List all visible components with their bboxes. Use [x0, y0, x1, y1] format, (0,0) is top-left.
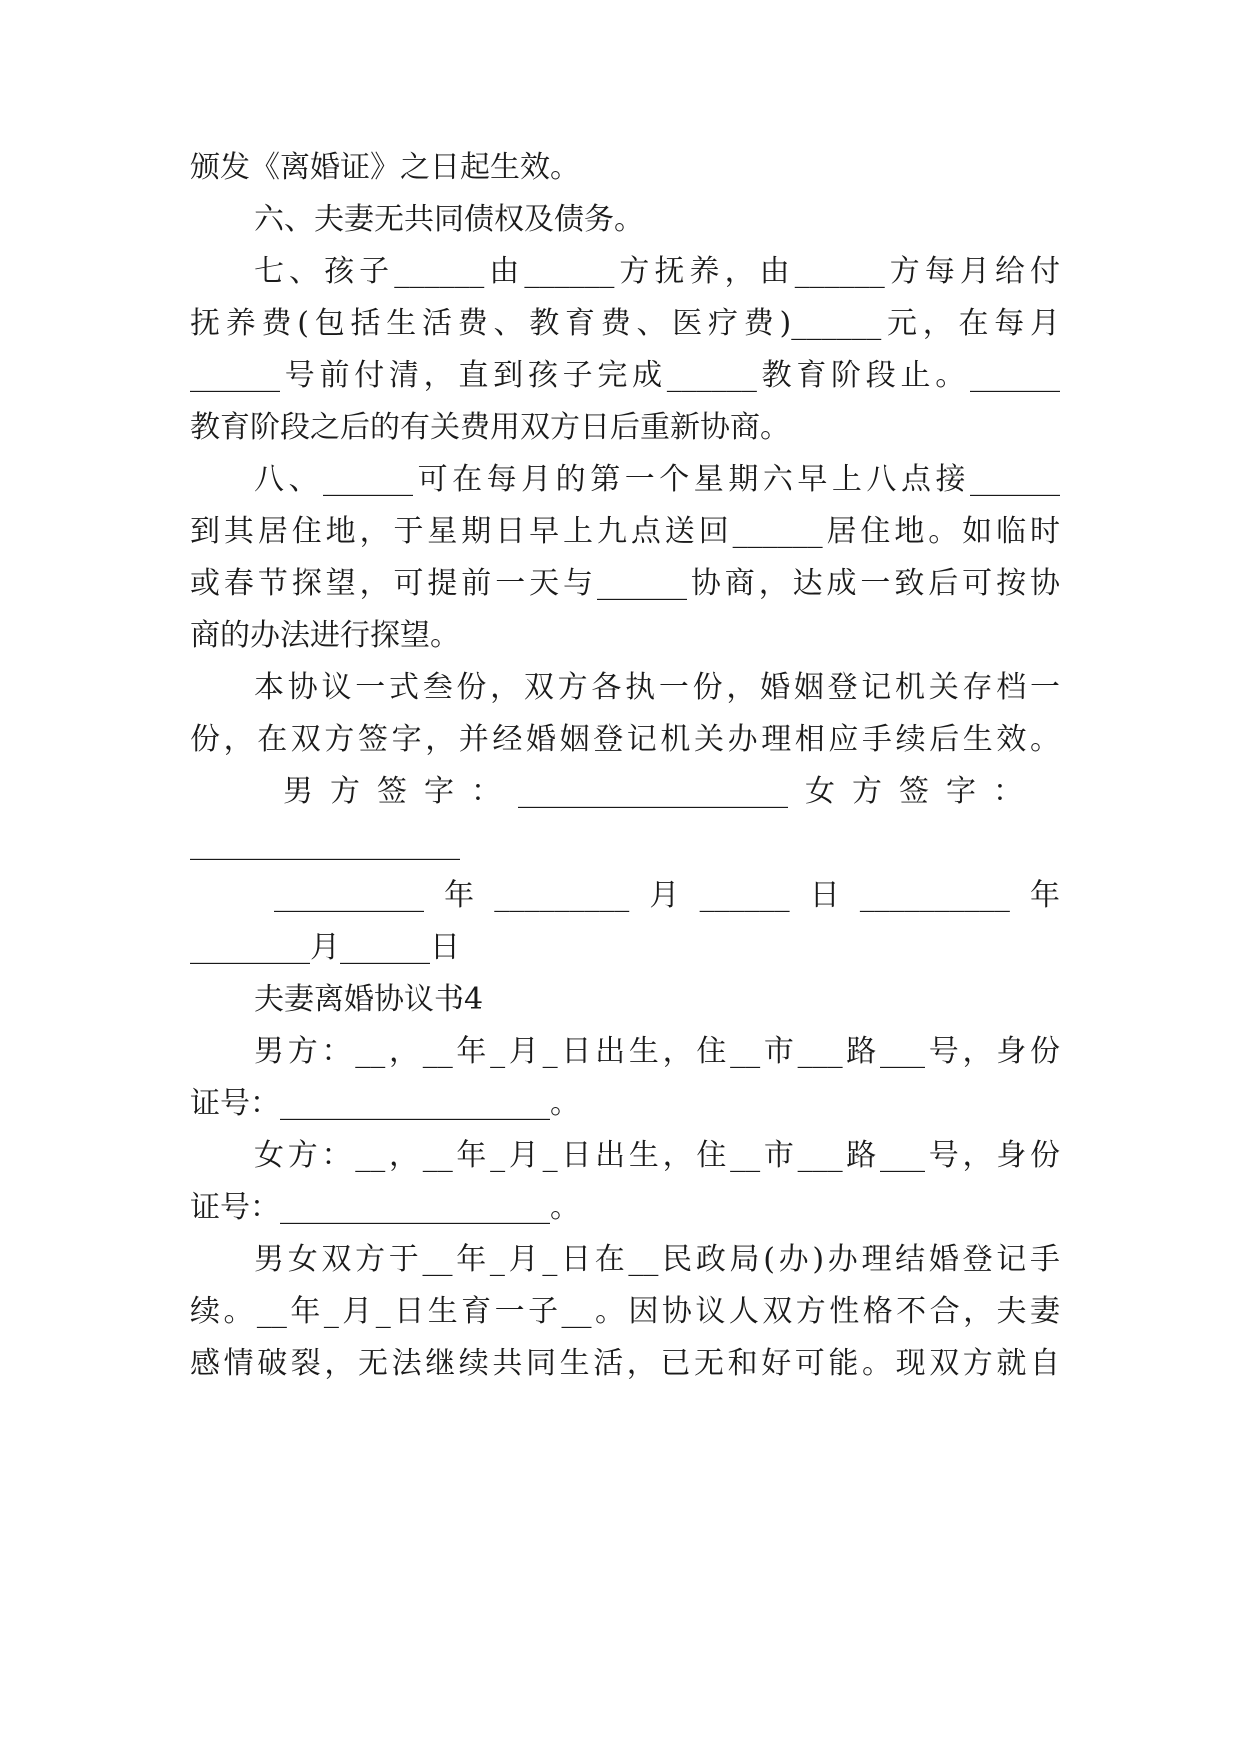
text-line: 或春节探望，可提前一天与______协商，达成一致后可按协 [190, 566, 1060, 601]
text-line: 抚养费(包括生活费、教育费、医疗费)______元，在每月 [190, 306, 1060, 341]
text-line: 六、夫妻无共同债权及债务。 [254, 202, 644, 237]
text-line: ______号前付清，直到孩子完成______教育阶段止。______ [190, 358, 1060, 393]
text-line: 教育阶段之后的有关费用双方日后重新协商。 [190, 410, 790, 445]
signature-blank: __________________ [190, 826, 460, 861]
date-line: ________月______日 [190, 930, 460, 965]
signature-line: 男方签字：__________________女方签字： [283, 774, 1023, 809]
text-line: 女方：__，__年_月_日出生，住__市___路___号，身份 [254, 1138, 1060, 1173]
text-line: 商的办法进行探望。 [190, 618, 460, 653]
text-line: 八、______可在每月的第一个星期六早上八点接______ [254, 462, 1060, 497]
date-line: __________年_________月______日__________年 [274, 878, 1060, 913]
text-line: 到其居住地，于星期日早上九点送回______居住地。如临时 [190, 514, 1060, 549]
text-line: 证号：__________________。 [190, 1190, 580, 1225]
section-title: 夫妻离婚协议书4 [254, 982, 484, 1017]
text-line: 本协议一式叁份，双方各执一份，婚姻登记机关存档一 [254, 670, 1060, 705]
text-line: 证号：__________________。 [190, 1086, 580, 1121]
text-line: 份，在双方签字，并经婚姻登记机关办理相应手续后生效。 [190, 722, 1060, 757]
text-line: 男方：__，__年_月_日出生，住__市___路___号，身份 [254, 1034, 1060, 1069]
text-line: 感情破裂，无法继续共同生活，已无和好可能。现双方就自 [190, 1346, 1060, 1381]
text-line: 男女双方于__年_月_日在__民政局(办)办理结婚登记手 [254, 1242, 1060, 1277]
text-line: 续。__年_月_日生育一子__。因协议人双方性格不合，夫妻 [190, 1294, 1060, 1329]
text-line: 颁发《离婚证》之日起生效。 [190, 150, 580, 185]
text-line: 七、孩子______由______方抚养，由______方每月给付 [254, 254, 1060, 289]
